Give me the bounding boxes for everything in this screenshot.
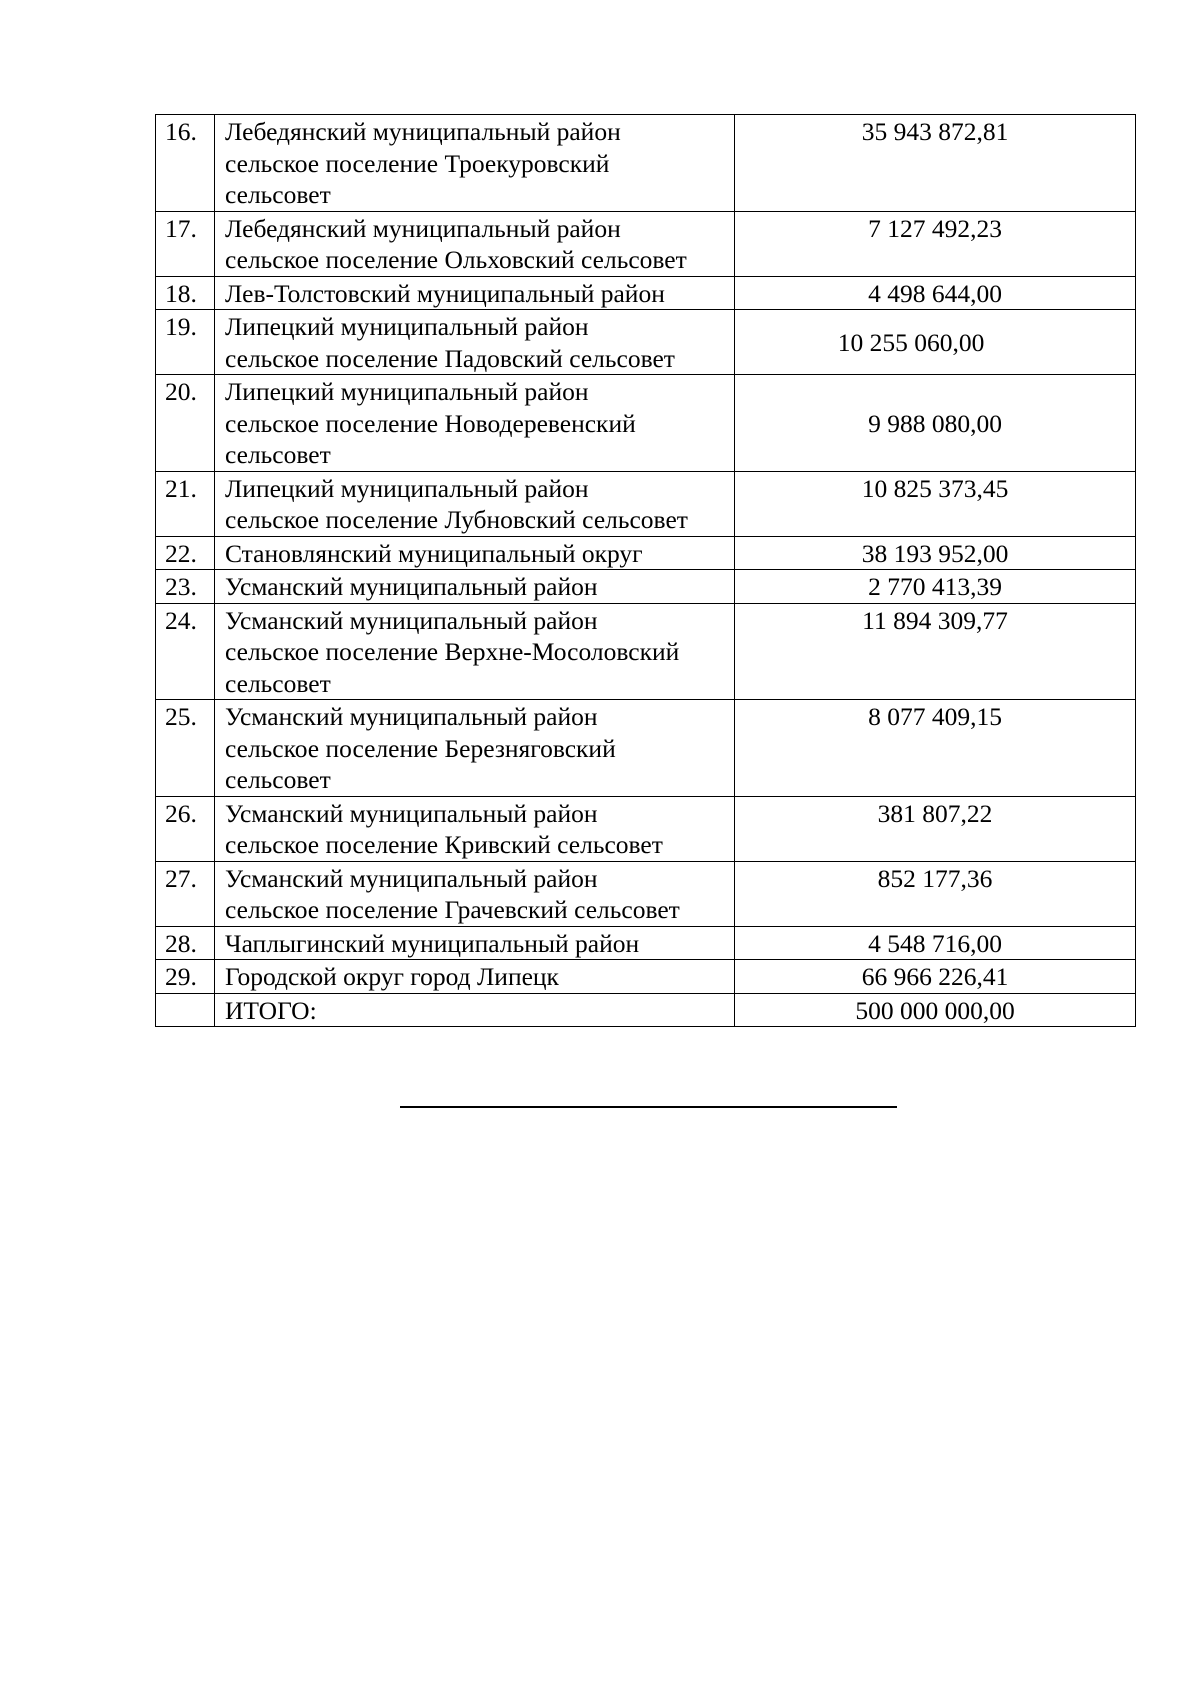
row-number: 19. <box>156 310 215 375</box>
municipality-name <box>215 375 735 472</box>
total-row-number <box>156 993 215 1027</box>
amount: 852 177,36 <box>735 861 1136 926</box>
table-row <box>156 276 1136 310</box>
amount: 2 770 413,39 <box>735 570 1136 604</box>
name-line: сельское поселение Новодеревенский <box>225 408 636 438</box>
municipality-name <box>215 926 735 960</box>
municipality-name <box>215 796 735 861</box>
name-line: Усманский муниципальный район <box>225 863 598 893</box>
name-line: Усманский муниципальный район <box>225 798 598 828</box>
name-line: сельсовет <box>225 668 331 698</box>
row-number: 25. <box>156 700 215 797</box>
municipality-name <box>215 115 735 212</box>
amount: 381 807,22 <box>735 796 1136 861</box>
row-number: 22. <box>156 536 215 570</box>
table-row <box>156 861 1136 926</box>
table-row <box>156 375 1136 472</box>
municipality-name <box>215 861 735 926</box>
table-row <box>156 211 1136 276</box>
name-line: Усманский муниципальный район <box>225 702 598 731</box>
name-line: сельсовет <box>225 180 331 209</box>
amount: 9 988 080,00 <box>735 375 1136 472</box>
total-amount: 500 000 000,00 <box>735 993 1136 1027</box>
municipality-name <box>215 603 735 700</box>
name-line: Липецкий муниципальный район <box>225 473 589 503</box>
name-line: Усманский муниципальный район <box>225 572 598 601</box>
amount: 4 498 644,00 <box>735 276 1136 310</box>
name-line: Усманский муниципальный район <box>225 605 598 635</box>
amount: 10 825 373,45 <box>735 471 1136 536</box>
table-row <box>156 796 1136 861</box>
name-line: сельское поселение Ольховский сельсовет <box>225 245 687 274</box>
name-line: сельское поселение Падовский сельсовет <box>225 343 675 373</box>
total-row <box>156 993 1136 1027</box>
name-line: сельсовет <box>225 440 331 469</box>
name-line: сельское поселение Лубновский сельсовет <box>225 505 688 534</box>
name-line: Липецкий муниципальный район <box>225 377 589 406</box>
municipality-name <box>215 276 735 310</box>
name-line: сельское поселение Грачевский сельсовет <box>225 895 680 924</box>
amount-value: 10 255 060,00 <box>837 327 985 357</box>
row-number: 18. <box>156 276 215 310</box>
amount <box>735 310 1136 375</box>
name-line: сельское поселение Троекуровский <box>225 148 610 178</box>
name-line: Чаплыгинский муниципальный район <box>225 928 640 958</box>
row-number: 17. <box>156 211 215 276</box>
amount: 8 077 409,15 <box>735 700 1136 797</box>
name-line: сельское поселение Кривский сельсовет <box>225 830 663 859</box>
row-number: 27. <box>156 861 215 926</box>
amount: 35 943 872,81 <box>735 115 1136 212</box>
row-number: 24. <box>156 603 215 700</box>
table-row <box>156 471 1136 536</box>
name-line: Лев-Толстовский муниципальный район <box>225 278 665 308</box>
table-row <box>156 603 1136 700</box>
amount: 38 193 952,00 <box>735 536 1136 570</box>
amount: 66 966 226,41 <box>735 960 1136 994</box>
municipality-name <box>215 700 735 797</box>
table-row <box>156 310 1136 375</box>
row-number: 23. <box>156 570 215 604</box>
allocation-table <box>155 114 1136 1027</box>
row-number: 26. <box>156 796 215 861</box>
amount: 11 894 309,77 <box>735 603 1136 700</box>
name-line: Лебедянский муниципальный район <box>225 213 621 243</box>
name-line: Лебедянский муниципальный район <box>225 117 621 146</box>
closing-rule <box>400 1106 897 1108</box>
municipality-name <box>215 471 735 536</box>
municipality-name <box>215 570 735 604</box>
name-line: Становлянский муниципальный округ <box>225 538 643 568</box>
amount: 7 127 492,23 <box>735 211 1136 276</box>
table-row <box>156 570 1136 604</box>
name-line: Городской округ город Липецк <box>225 962 559 991</box>
row-number: 28. <box>156 926 215 960</box>
table-row <box>156 960 1136 994</box>
row-number: 20. <box>156 375 215 472</box>
municipality-name <box>215 536 735 570</box>
amount: 4 548 716,00 <box>735 926 1136 960</box>
name-line: сельское поселение Березняговский <box>225 733 616 763</box>
name-line: сельсовет <box>225 765 331 794</box>
municipality-name <box>215 211 735 276</box>
municipality-name <box>215 310 735 375</box>
table-row <box>156 700 1136 797</box>
total-label: ИТОГО: <box>215 993 735 1027</box>
row-number: 16. <box>156 115 215 212</box>
table-row <box>156 536 1136 570</box>
row-number: 29. <box>156 960 215 994</box>
name-line: сельское поселение Верхне-Мосоловский <box>225 637 680 666</box>
municipality-name <box>215 960 735 994</box>
row-number: 21. <box>156 471 215 536</box>
table-row <box>156 115 1136 212</box>
name-line: Липецкий муниципальный район <box>225 312 589 341</box>
table-row <box>156 926 1136 960</box>
